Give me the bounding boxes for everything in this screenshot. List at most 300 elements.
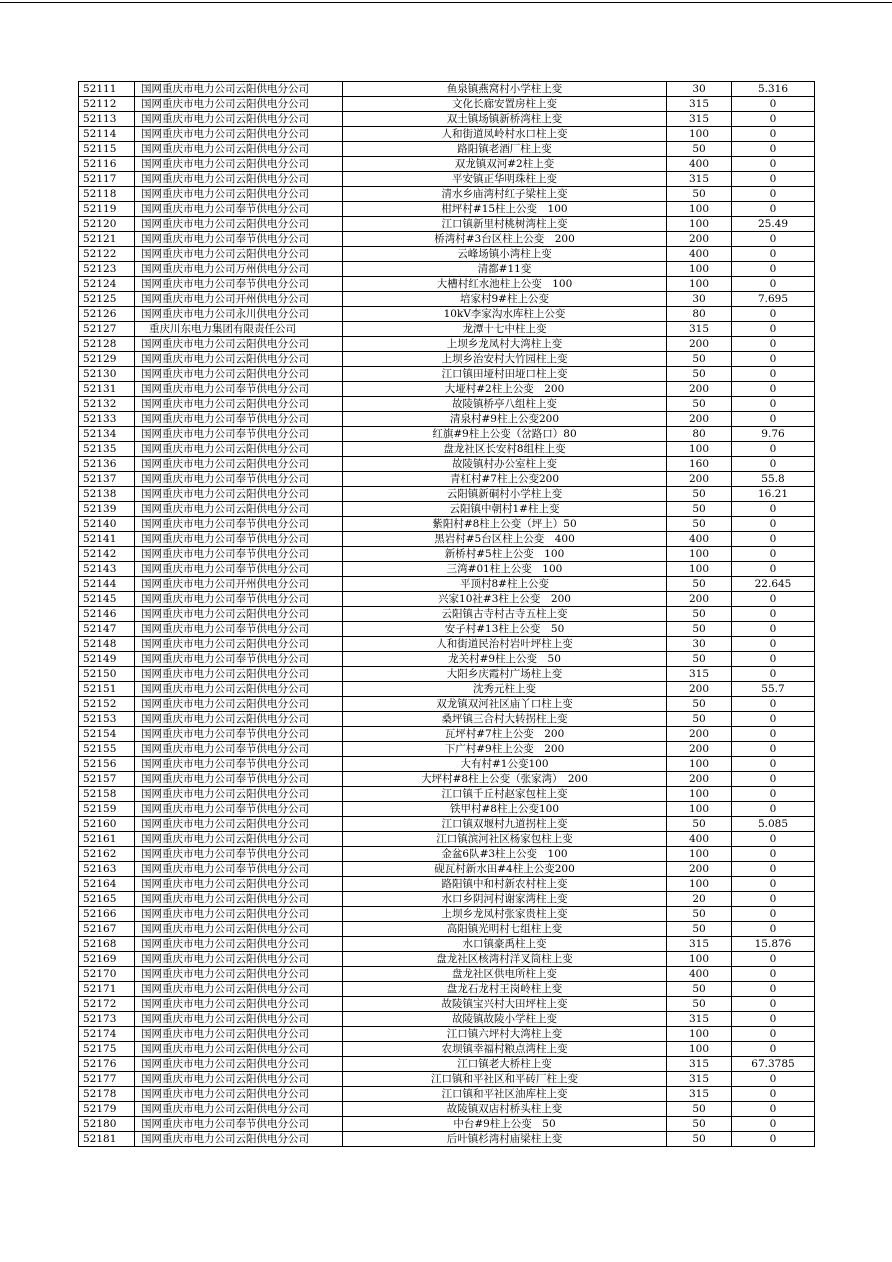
top-rule (0, 2, 892, 3)
table-row (79, 592, 815, 607)
capacity-cell: 50 (667, 607, 732, 622)
company-cell: 国网重庆市电力公司云阳供电分公司 (135, 697, 343, 712)
table-row (79, 427, 815, 442)
transformer-name-cell: 兴家10社#3柱上公变 200 (343, 592, 667, 607)
capacity-cell: 315 (667, 1057, 732, 1072)
table-row (79, 562, 815, 577)
transformer-name-cell: 盘龙石龙村王岗岭柱上变 (343, 982, 667, 997)
capacity-cell: 50 (667, 922, 732, 937)
table-row (79, 172, 815, 187)
capacity-cell: 100 (667, 277, 732, 292)
value-cell: 0 (732, 262, 815, 277)
capacity-cell: 50 (667, 1117, 732, 1132)
value-cell: 0 (732, 922, 815, 937)
table-row (79, 937, 815, 952)
table-row (79, 1072, 815, 1087)
value-cell: 0 (732, 202, 815, 217)
table-row (79, 502, 815, 517)
company-cell: 国网重庆市电力公司云阳供电分公司 (135, 97, 343, 112)
company-cell: 国网重庆市电力公司奉节供电分公司 (135, 862, 343, 877)
row-id-cell: 52116 (79, 157, 135, 172)
table-row (79, 982, 815, 997)
capacity-cell: 100 (667, 217, 732, 232)
row-id-cell: 52136 (79, 457, 135, 472)
row-id-cell: 52131 (79, 382, 135, 397)
capacity-cell: 50 (667, 487, 732, 502)
table-row (79, 397, 815, 412)
transformer-name-cell: 金盆6队#3柱上公变 100 (343, 847, 667, 862)
table-row (79, 577, 815, 592)
capacity-cell: 100 (667, 757, 732, 772)
value-cell: 0 (732, 337, 815, 352)
row-id-cell: 52142 (79, 547, 135, 562)
company-cell: 国网重庆市电力公司云阳供电分公司 (135, 967, 343, 982)
row-id-cell: 52120 (79, 217, 135, 232)
value-cell: 0 (732, 1132, 815, 1147)
transformer-name-cell: 大阳乡庆霞村广场柱上变 (343, 667, 667, 682)
value-cell: 15.876 (732, 937, 815, 952)
table-row (79, 157, 815, 172)
row-id-cell: 52166 (79, 907, 135, 922)
table-row (79, 787, 815, 802)
value-cell: 0 (732, 967, 815, 982)
company-cell: 国网重庆市电力公司云阳供电分公司 (135, 247, 343, 262)
transformer-name-cell: 沈秀元柱上变 (343, 682, 667, 697)
transformer-name-cell: 双土镇场镇新桥湾柱上变 (343, 112, 667, 127)
transformer-name-cell: 龙关村#9柱上公变 50 (343, 652, 667, 667)
capacity-cell: 100 (667, 127, 732, 142)
company-cell: 国网重庆市电力公司云阳供电分公司 (135, 952, 343, 967)
capacity-cell: 200 (667, 772, 732, 787)
row-id-cell: 52140 (79, 517, 135, 532)
row-id-cell: 52137 (79, 472, 135, 487)
row-id-cell: 52135 (79, 442, 135, 457)
transformer-name-cell: 鱼泉镇燕窝村小学柱上变 (343, 82, 667, 97)
value-cell: 5.085 (732, 817, 815, 832)
row-id-cell: 52179 (79, 1102, 135, 1117)
table-row (79, 517, 815, 532)
value-cell: 0 (732, 1117, 815, 1132)
transformer-name-cell: 大有村#1公变100 (343, 757, 667, 772)
table-row (79, 862, 815, 877)
value-cell: 0 (732, 457, 815, 472)
capacity-cell: 50 (667, 907, 732, 922)
table-row (79, 532, 815, 547)
capacity-cell: 200 (667, 592, 732, 607)
capacity-cell: 50 (667, 577, 732, 592)
capacity-cell: 50 (667, 142, 732, 157)
transformer-name-cell: 江口镇和平社区和平砖厂柱上变 (343, 1072, 667, 1087)
company-cell: 国网重庆市电力公司云阳供电分公司 (135, 682, 343, 697)
row-id-cell: 52138 (79, 487, 135, 502)
row-id-cell: 52161 (79, 832, 135, 847)
table-row (79, 1042, 815, 1057)
capacity-cell: 315 (667, 1072, 732, 1087)
capacity-cell: 100 (667, 787, 732, 802)
table-row (79, 337, 815, 352)
capacity-cell: 30 (667, 637, 732, 652)
transformer-name-cell: 安子村#13柱上公变 50 (343, 622, 667, 637)
row-id-cell: 52121 (79, 232, 135, 247)
row-id-cell: 52123 (79, 262, 135, 277)
capacity-cell: 200 (667, 412, 732, 427)
row-id-cell: 52125 (79, 292, 135, 307)
company-cell: 国网重庆市电力公司奉节供电分公司 (135, 802, 343, 817)
row-id-cell: 52164 (79, 877, 135, 892)
company-cell: 国网重庆市电力公司云阳供电分公司 (135, 982, 343, 997)
company-cell: 国网重庆市电力公司万州供电分公司 (135, 262, 343, 277)
table-row (79, 217, 815, 232)
row-id-cell: 52119 (79, 202, 135, 217)
value-cell: 0 (732, 1012, 815, 1027)
row-id-cell: 52181 (79, 1132, 135, 1147)
value-cell: 0 (732, 532, 815, 547)
company-cell: 国网重庆市电力公司云阳供电分公司 (135, 487, 343, 502)
table-row (79, 292, 815, 307)
capacity-cell: 50 (667, 367, 732, 382)
capacity-cell: 50 (667, 1132, 732, 1147)
row-id-cell: 52112 (79, 97, 135, 112)
company-cell: 国网重庆市电力公司云阳供电分公司 (135, 1087, 343, 1102)
value-cell: 0 (732, 352, 815, 367)
value-cell: 0 (732, 187, 815, 202)
capacity-cell: 50 (667, 712, 732, 727)
value-cell: 0 (732, 757, 815, 772)
value-cell: 0 (732, 607, 815, 622)
company-cell: 国网重庆市电力公司云阳供电分公司 (135, 817, 343, 832)
transformer-name-cell: 故陵镇村办公室柱上变 (343, 457, 667, 472)
capacity-cell: 315 (667, 112, 732, 127)
transformer-name-cell: 高阳镇光明村七组柱上变 (343, 922, 667, 937)
table-row (79, 1117, 815, 1132)
company-cell: 国网重庆市电力公司云阳供电分公司 (135, 877, 343, 892)
value-cell: 0 (732, 622, 815, 637)
value-cell: 0 (732, 142, 815, 157)
table-row (79, 742, 815, 757)
value-cell: 0 (732, 712, 815, 727)
row-id-cell: 52152 (79, 697, 135, 712)
value-cell: 0 (732, 307, 815, 322)
transformer-name-cell: 人和街道民治村岩叶坪柱上变 (343, 637, 667, 652)
table-row (79, 277, 815, 292)
transformer-name-cell: 瓦坪村#7柱上公变 200 (343, 727, 667, 742)
transformer-name-cell: 红旗#9柱上公变（岔路口）80 (343, 427, 667, 442)
row-id-cell: 52159 (79, 802, 135, 817)
table-row (79, 1012, 815, 1027)
capacity-cell: 100 (667, 952, 732, 967)
capacity-cell: 50 (667, 187, 732, 202)
table-row (79, 1027, 815, 1042)
row-id-cell: 52148 (79, 637, 135, 652)
value-cell: 0 (732, 1072, 815, 1087)
capacity-cell: 100 (667, 802, 732, 817)
value-cell: 22.645 (732, 577, 815, 592)
capacity-cell: 160 (667, 457, 732, 472)
row-id-cell: 52169 (79, 952, 135, 967)
row-id-cell: 52151 (79, 682, 135, 697)
company-cell: 国网重庆市电力公司云阳供电分公司 (135, 667, 343, 682)
company-cell: 国网重庆市电力公司云阳供电分公司 (135, 787, 343, 802)
company-cell: 国网重庆市电力公司奉节供电分公司 (135, 562, 343, 577)
capacity-cell: 30 (667, 292, 732, 307)
table-row (79, 112, 815, 127)
value-cell: 0 (732, 517, 815, 532)
transformer-name-cell: 云阳镇新硐村小学柱上变 (343, 487, 667, 502)
company-cell: 国网重庆市电力公司奉节供电分公司 (135, 277, 343, 292)
table-row (79, 127, 815, 142)
transformer-name-cell: 大垭村#2柱上公变 200 (343, 382, 667, 397)
company-cell: 国网重庆市电力公司云阳供电分公司 (135, 997, 343, 1012)
transformer-name-cell: 砚瓦村新水田#4柱上公变200 (343, 862, 667, 877)
transformer-name-cell: 江口镇双堰村九道拐柱上变 (343, 817, 667, 832)
table-row (79, 1087, 815, 1102)
value-cell: 0 (732, 742, 815, 757)
value-cell: 0 (732, 112, 815, 127)
value-cell: 7.695 (732, 292, 815, 307)
value-cell: 0 (732, 127, 815, 142)
value-cell: 0 (732, 157, 815, 172)
transformer-name-cell: 双龙镇双河社区庙丫口柱上变 (343, 697, 667, 712)
capacity-cell: 400 (667, 967, 732, 982)
transformer-name-cell: 平安镇正华明珠柱上变 (343, 172, 667, 187)
company-cell: 国网重庆市电力公司云阳供电分公司 (135, 1102, 343, 1117)
row-id-cell: 52113 (79, 112, 135, 127)
capacity-cell: 50 (667, 352, 732, 367)
company-cell: 国网重庆市电力公司云阳供电分公司 (135, 922, 343, 937)
transformer-name-cell: 江口镇和平社区油库柱上变 (343, 1087, 667, 1102)
transformer-name-cell: 双龙镇双河#2柱上变 (343, 157, 667, 172)
company-cell: 国网重庆市电力公司奉节供电分公司 (135, 772, 343, 787)
table-row (79, 727, 815, 742)
row-id-cell: 52133 (79, 412, 135, 427)
row-id-cell: 52128 (79, 337, 135, 352)
transformer-name-cell: 云阳镇古寺村古寺五柱上变 (343, 607, 667, 622)
company-cell: 国网重庆市电力公司云阳供电分公司 (135, 892, 343, 907)
transformer-name-cell: 柑坪村#15柱上公变 100 (343, 202, 667, 217)
transformer-name-cell: 大坪村#8柱上公变（张家湾） 200 (343, 772, 667, 787)
transformer-name-cell: 水口乡阴河村谢家湾柱上变 (343, 892, 667, 907)
value-cell: 0 (732, 982, 815, 997)
company-cell: 国网重庆市电力公司云阳供电分公司 (135, 1042, 343, 1057)
transformer-name-cell: 桥湾村#3台区柱上公变 200 (343, 232, 667, 247)
capacity-cell: 400 (667, 247, 732, 262)
company-cell: 国网重庆市电力公司云阳供电分公司 (135, 187, 343, 202)
capacity-cell: 315 (667, 97, 732, 112)
value-cell: 67.3785 (732, 1057, 815, 1072)
transformer-name-cell: 人和街道凤岭村水口柱上变 (343, 127, 667, 142)
capacity-cell: 315 (667, 937, 732, 952)
row-id-cell: 52170 (79, 967, 135, 982)
transformer-name-cell: 上坝乡龙凤村张家贵柱上变 (343, 907, 667, 922)
table-row (79, 682, 815, 697)
row-id-cell: 52114 (79, 127, 135, 142)
row-id-cell: 52145 (79, 592, 135, 607)
company-cell: 国网重庆市电力公司云阳供电分公司 (135, 1057, 343, 1072)
row-id-cell: 52139 (79, 502, 135, 517)
transformer-name-cell: 故陵镇双店村桥头柱上变 (343, 1102, 667, 1117)
company-cell: 国网重庆市电力公司奉节供电分公司 (135, 232, 343, 247)
transformer-name-cell: 江口镇六坪村大湾柱上变 (343, 1027, 667, 1042)
table-row (79, 922, 815, 937)
transformer-name-cell: 上坝乡龙凤村大湾柱上变 (343, 337, 667, 352)
transformer-name-cell: 铁甲村#8柱上公变100 (343, 802, 667, 817)
transformer-name-cell: 紫阳村#8柱上公变（坪上）50 (343, 517, 667, 532)
company-cell: 国网重庆市电力公司云阳供电分公司 (135, 367, 343, 382)
row-id-cell: 52126 (79, 307, 135, 322)
transformer-name-cell: 三湾#01柱上公变 100 (343, 562, 667, 577)
company-cell: 国网重庆市电力公司奉节供电分公司 (135, 622, 343, 637)
company-cell: 国网重庆市电力公司奉节供电分公司 (135, 742, 343, 757)
company-cell: 国网重庆市电力公司云阳供电分公司 (135, 1132, 343, 1147)
capacity-cell: 50 (667, 517, 732, 532)
transformer-name-cell: 江口镇千丘村赵家包柱上变 (343, 787, 667, 802)
company-cell: 国网重庆市电力公司开州供电分公司 (135, 292, 343, 307)
capacity-cell: 400 (667, 157, 732, 172)
value-cell: 0 (732, 1042, 815, 1057)
row-id-cell: 52160 (79, 817, 135, 832)
table-row (79, 817, 815, 832)
capacity-cell: 80 (667, 427, 732, 442)
table-row (79, 382, 815, 397)
transformer-name-cell: 江口镇新里村桃树湾柱上变 (343, 217, 667, 232)
capacity-cell: 50 (667, 397, 732, 412)
transformer-name-cell: 故陵镇宝兴村大田坪柱上变 (343, 997, 667, 1012)
capacity-cell: 200 (667, 682, 732, 697)
value-cell: 0 (732, 892, 815, 907)
transformer-name-cell: 桑坪镇三合村大转拐柱上变 (343, 712, 667, 727)
value-cell: 0 (732, 697, 815, 712)
company-cell: 国网重庆市电力公司云阳供电分公司 (135, 157, 343, 172)
capacity-cell: 200 (667, 232, 732, 247)
capacity-cell: 50 (667, 1102, 732, 1117)
capacity-cell: 315 (667, 1012, 732, 1027)
company-cell: 国网重庆市电力公司奉节供电分公司 (135, 412, 343, 427)
capacity-cell: 50 (667, 697, 732, 712)
value-cell: 0 (732, 847, 815, 862)
capacity-cell: 100 (667, 847, 732, 862)
table-row (79, 832, 815, 847)
table-row (79, 352, 815, 367)
row-id-cell: 52147 (79, 622, 135, 637)
table-row (79, 607, 815, 622)
transformer-name-cell: 上坝乡治安村大竹园柱上变 (343, 352, 667, 367)
transformer-name-cell: 清水乡庙湾村红子梁柱上变 (343, 187, 667, 202)
value-cell: 0 (732, 1087, 815, 1102)
company-cell: 国网重庆市电力公司云阳供电分公司 (135, 712, 343, 727)
table-row (79, 1132, 815, 1147)
transformer-name-cell: 新桥村#5柱上公变 100 (343, 547, 667, 562)
row-id-cell: 52155 (79, 742, 135, 757)
company-cell: 国网重庆市电力公司云阳供电分公司 (135, 907, 343, 922)
row-id-cell: 52144 (79, 577, 135, 592)
table-row (79, 967, 815, 982)
transformer-name-cell: 平顶村8#柱上公变 (343, 577, 667, 592)
row-id-cell: 52167 (79, 922, 135, 937)
company-cell: 国网重庆市电力公司奉节供电分公司 (135, 1117, 343, 1132)
capacity-cell: 50 (667, 622, 732, 637)
row-id-cell: 52115 (79, 142, 135, 157)
value-cell: 0 (732, 637, 815, 652)
row-id-cell: 52154 (79, 727, 135, 742)
company-cell: 国网重庆市电力公司云阳供电分公司 (135, 457, 343, 472)
capacity-cell: 100 (667, 877, 732, 892)
transformer-name-cell: 大槽村红水池柱上公变 100 (343, 277, 667, 292)
transformer-name-cell: 中台#9柱上公变 50 (343, 1117, 667, 1132)
table-row (79, 697, 815, 712)
row-id-cell: 52176 (79, 1057, 135, 1072)
capacity-cell: 200 (667, 337, 732, 352)
capacity-cell: 50 (667, 817, 732, 832)
capacity-cell: 80 (667, 307, 732, 322)
company-cell: 国网重庆市电力公司云阳供电分公司 (135, 832, 343, 847)
value-cell: 5.316 (732, 82, 815, 97)
company-cell: 国网重庆市电力公司云阳供电分公司 (135, 637, 343, 652)
table-row (79, 907, 815, 922)
row-id-cell: 52171 (79, 982, 135, 997)
capacity-cell: 100 (667, 262, 732, 277)
row-id-cell: 52118 (79, 187, 135, 202)
row-id-cell: 52180 (79, 1117, 135, 1132)
transformer-name-cell: 路阳镇老酒厂柱上变 (343, 142, 667, 157)
row-id-cell: 52132 (79, 397, 135, 412)
value-cell: 0 (732, 172, 815, 187)
capacity-cell: 50 (667, 502, 732, 517)
value-cell: 0 (732, 1102, 815, 1117)
table-row (79, 82, 815, 97)
capacity-cell: 100 (667, 442, 732, 457)
transformer-name-cell: 江口镇老大桥柱上变 (343, 1057, 667, 1072)
company-cell: 国网重庆市电力公司奉节供电分公司 (135, 727, 343, 742)
table-row (79, 262, 815, 277)
company-cell: 国网重庆市电力公司永川供电分公司 (135, 307, 343, 322)
row-id-cell: 52130 (79, 367, 135, 382)
table-row (79, 667, 815, 682)
table-row (79, 457, 815, 472)
transformer-name-cell: 云峰场镇小湾柱上变 (343, 247, 667, 262)
capacity-cell: 50 (667, 997, 732, 1012)
value-cell: 0 (732, 772, 815, 787)
transformer-name-cell: 后叶镇杉湾村庙梁柱上变 (343, 1132, 667, 1147)
capacity-cell: 200 (667, 742, 732, 757)
capacity-cell: 200 (667, 472, 732, 487)
transformer-name-cell: 培家村9#柱上公变 (343, 292, 667, 307)
transformer-name-cell: 盘龙社区长安村8组柱上变 (343, 442, 667, 457)
value-cell: 0 (732, 277, 815, 292)
company-cell: 国网重庆市电力公司云阳供电分公司 (135, 82, 343, 97)
row-id-cell: 52165 (79, 892, 135, 907)
company-cell: 国网重庆市电力公司云阳供电分公司 (135, 112, 343, 127)
row-id-cell: 52156 (79, 757, 135, 772)
row-id-cell: 52143 (79, 562, 135, 577)
transformer-name-cell: 江口镇滨河社区杨家包柱上变 (343, 832, 667, 847)
value-cell: 16.21 (732, 487, 815, 502)
value-cell: 0 (732, 832, 815, 847)
value-cell: 0 (732, 247, 815, 262)
table-row (79, 547, 815, 562)
transformer-name-cell: 龙潭十七中柱上变 (343, 322, 667, 337)
company-cell: 国网重庆市电力公司云阳供电分公司 (135, 127, 343, 142)
company-cell: 国网重庆市电力公司云阳供电分公司 (135, 502, 343, 517)
transformer-name-cell: 江口镇田垭村田垭口柱上变 (343, 367, 667, 382)
capacity-cell: 200 (667, 862, 732, 877)
value-cell: 0 (732, 877, 815, 892)
row-id-cell: 52122 (79, 247, 135, 262)
row-id-cell: 52175 (79, 1042, 135, 1057)
capacity-cell: 20 (667, 892, 732, 907)
value-cell: 0 (732, 652, 815, 667)
row-id-cell: 52178 (79, 1087, 135, 1102)
table-row (79, 712, 815, 727)
